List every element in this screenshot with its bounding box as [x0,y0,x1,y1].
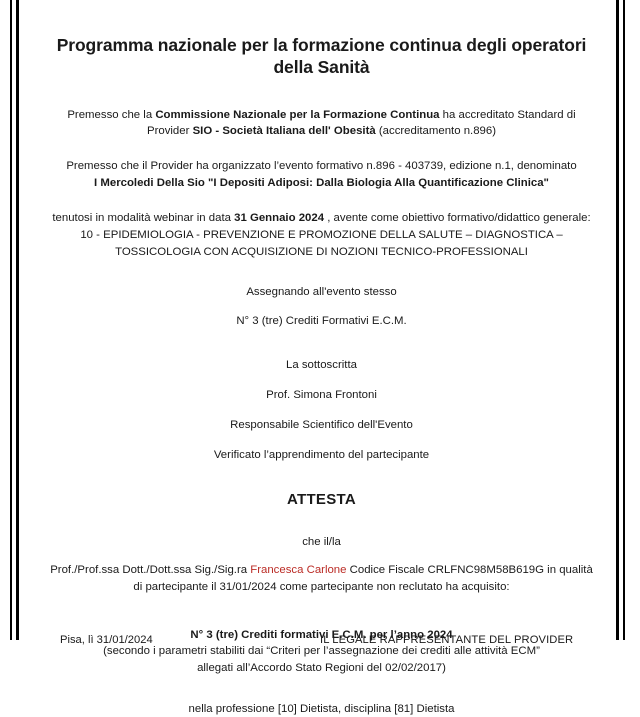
assegnazione-crediti: N° 3 (tre) Crediti Formativi E.C.M. [236,315,407,328]
page-frame-rail-left-outer [10,0,12,640]
event-name: I Mercoledi Della Sio "I Depositi Adiposi: Dalla Biologia Alla Quantificazione Clinica" [94,176,549,189]
page-title: Programma nazionale per la formazione continua degli operatori della Sanità [56,35,587,78]
page-footer [60,634,586,646]
firmatario-block [41,357,602,464]
obiettivo-intro-suffix: , avente come obiettivo formativo/didattico generale: [324,211,591,224]
footer-signatory-role: IL LEGALE RAPPRESENTANTE DEL PROVIDER [319,634,574,646]
premessa-evento-line-1: Premesso che il Provider ha organizzato l’evento formativo n.896 - 403739, edizione n.1, denominato [66,160,577,173]
firmatario-role: Responsabile Scientifico dell'Evento [230,418,413,431]
footer-place-date: Pisa, lì 31/01/2024 [60,634,153,646]
accreditamento-number: (accreditamento n.896) [375,125,497,138]
premessa-evento-block [41,158,602,190]
evento-date: 31 Gennaio 2024 [234,211,325,224]
premessa-accreditamento-suffix: ha accreditato Standard di [439,109,576,122]
partecipante-titles: Prof./Prof.ssa Dott./Dott.ssa Sig./Sig.ra [50,564,251,577]
firmatario-name: Prof. Simona Frontoni [266,388,377,401]
obiettivo-line-2: 10 - EPIDEMIOLOGIA - PREVENZIONE E PROMOZIONE DELLA SALUTE – DIAGNOSTICA – [80,228,563,241]
firmatario-verifica: Verificato l’apprendimento del partecipante [213,449,430,462]
premessa-accreditamento-block [41,107,602,139]
provider-label: Provider [146,125,193,138]
assegnazione-block [41,284,602,329]
codice-fiscale-value: CRLFNC98M58B619G [427,564,545,577]
provider-name: SIO - Società Italiana dell' Obesità [192,125,376,138]
premessa-accreditamento-line-2 [41,123,602,139]
attesta-heading: ATTESTA [286,491,357,509]
evento-date-prefix: tenutosi in modalità webinar in data [52,211,235,224]
commissione-nazionale-name: Commissione Nazionale per la Formazione Continua [155,109,440,122]
partecipante-line-1: che il/la [302,536,341,549]
partecipante-qualita: in qualità [544,564,593,577]
crediti-acquisiti: N° 3 (tre) Crediti formativi E.C.M. per l’anno 2024 [190,628,453,641]
professione-disciplina: nella professione [10] Dietista, disciplina [81] Dietista [188,703,455,716]
obiettivo-line-3: TOSSICOLOGIA CON ACQUISIZIONE DI NOZIONI TECNICO-PROFESSIONALI [115,246,528,259]
codice-fiscale-label: Codice Fiscale [346,564,428,577]
crediti-parametri-line-1: (secondo i parametri stabiliti dai “Criteri per l’assegnazione dei crediti alle attività ECM” [103,645,540,658]
assegnazione-line-1: Assegnando all'evento stesso [246,286,397,299]
firmatario-line-1: La sottoscritta [286,358,357,371]
certificate-page [19,0,624,716]
premessa-accreditamento-prefix: Premesso che la [67,109,156,122]
crediti-parametri-line-2: allegati all’Accordo Stato Regioni del 02/02/2017) [197,661,446,674]
partecipante-details [41,562,602,595]
partecipante-name: Francesca Carlone [250,564,347,577]
partecipante-line-3: di partecipante il 31/01/2024 come partecipante non reclutato ha acquisito: [133,581,510,594]
partecipante-block [41,534,602,595]
premessa-accreditamento-line-1 [41,107,602,123]
obiettivo-block [41,210,602,261]
obiettivo-line-1 [41,210,602,227]
